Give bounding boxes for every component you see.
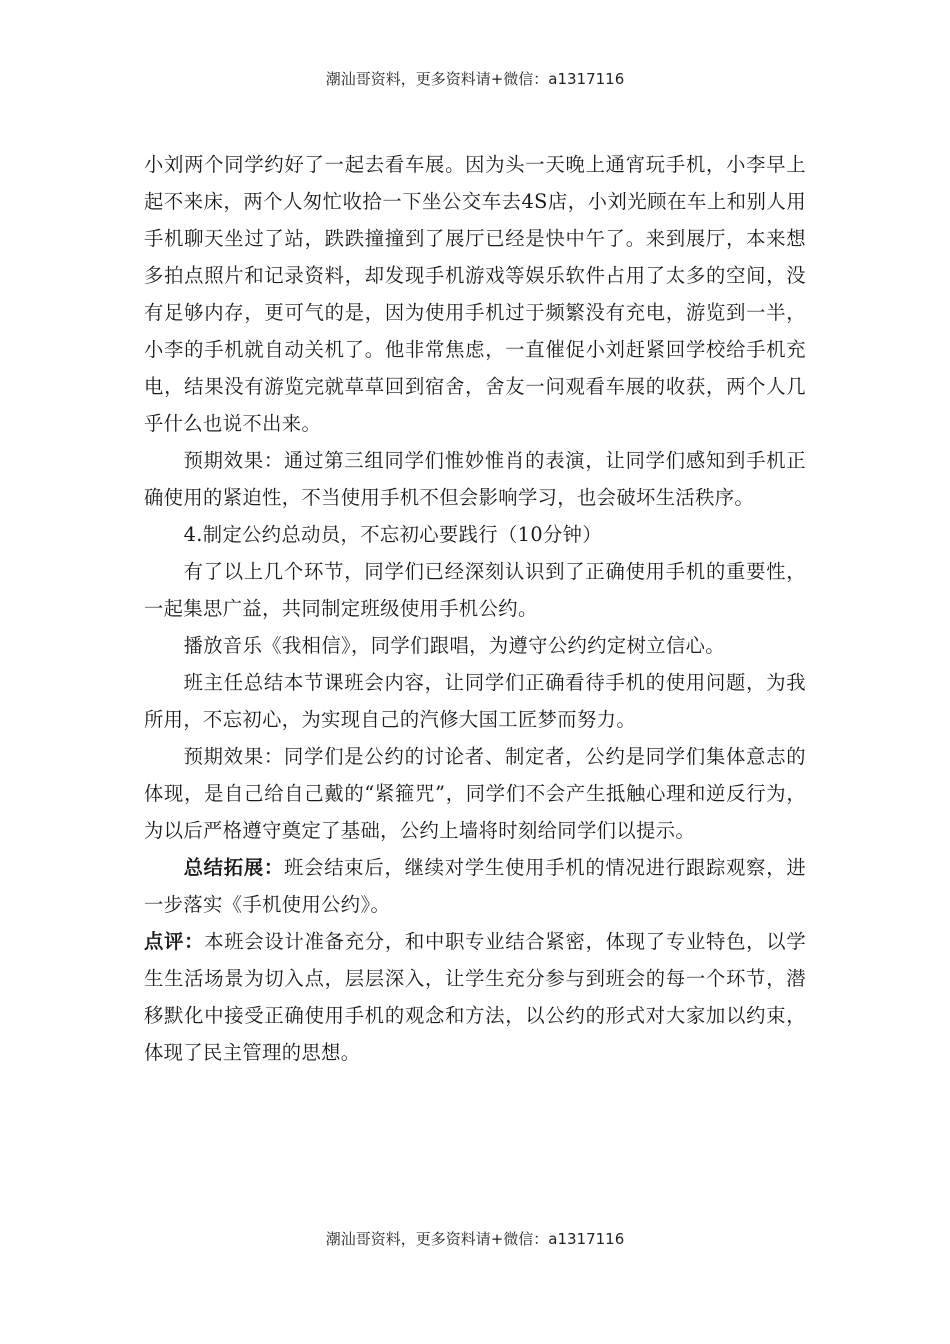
paragraph-story: 小刘两个同学约好了一起去看车展。因为头一天晚上通宵玩手机，小李早上起不来床，两个人匆忙收拾一下坐公交车去4S店，小刘光顾在车上和别人用手机聊天坐过了站，跌跌撞撞到了展厅已经是快中午了。来到展厅，本来想多拍点照片和记录资料，却发现手机游戏等娱乐软件占用了太多的空间，没有足够内存，更可气的是，因为使用手机过于频繁没有充电，游览到一半，小李的手机就自动关机了。他非常焦虑，一直催促小刘赶紧回学校给手机充电，结果没有游览完就草草回到宿舍，舍友一问观看车展的收获，两个人几乎什么也说不出来。 [144, 153, 806, 435]
extension-label: 总结拓展： [183, 856, 285, 879]
page-header: 潮汕哥资料，更多资料请+微信：a1317116 [325, 70, 625, 88]
paragraph-expected-effect-2: 预期效果：同学们是公约的讨论者、制定者，公约是同学们集体意志的体现，是自己给自己戴的“紧箍咒”，同学们不会产生抵触心理和逆反行为，为以后严格遵守奠定了基础，公约上墙将时刻给同学们以提示。 [144, 745, 806, 842]
paragraph-convention: 有了以上几个环节，同学们已经深刻认识到了正确使用手机的重要性，一起集思广益，共同制定班级使用手机公约。 [144, 560, 806, 620]
document-body [144, 146, 806, 1071]
comment-text: 本班会设计准备充分，和中职专业结合紧密，体现了专业特色，以学生生活场景为切入点，层层深入，让学生充分参与到班会的每一个环节，潜移默化中接受正确使用手机的观念和方法，以公约的形式对大家加以约束，体现了民主管理的思想。 [144, 930, 806, 1064]
comment-label: 点评： [144, 930, 205, 953]
paragraph-expected-effect-1: 预期效果：通过第三组同学们惟妙惟肖的表演，让同学们感知到手机正确使用的紧迫性，不当使用手机不但会影响学习，也会破坏生活秩序。 [144, 449, 806, 509]
paragraph-comment [144, 923, 806, 1071]
paragraph-summary: 班主任总结本节课班会内容，让同学们正确看待手机的使用问题，为我所用，不忘初心，为实现自己的汽修大国工匠梦而努力。 [144, 671, 806, 731]
extension-text: 班会结束后，继续对学生使用手机的情况进行跟踪观察，进一步落实《手机使用公约》。 [144, 856, 807, 916]
paragraph-extension [144, 849, 806, 923]
section-heading-4: 4.制定公约总动员，不忘初心要践行（10分钟） [183, 523, 603, 546]
paragraph-music: 播放音乐《我相信》，同学们跟唱，为遵守公约约定树立信心。 [183, 634, 725, 657]
page-footer: 潮汕哥资料，更多资料请+微信：a1317116 [325, 1230, 625, 1248]
